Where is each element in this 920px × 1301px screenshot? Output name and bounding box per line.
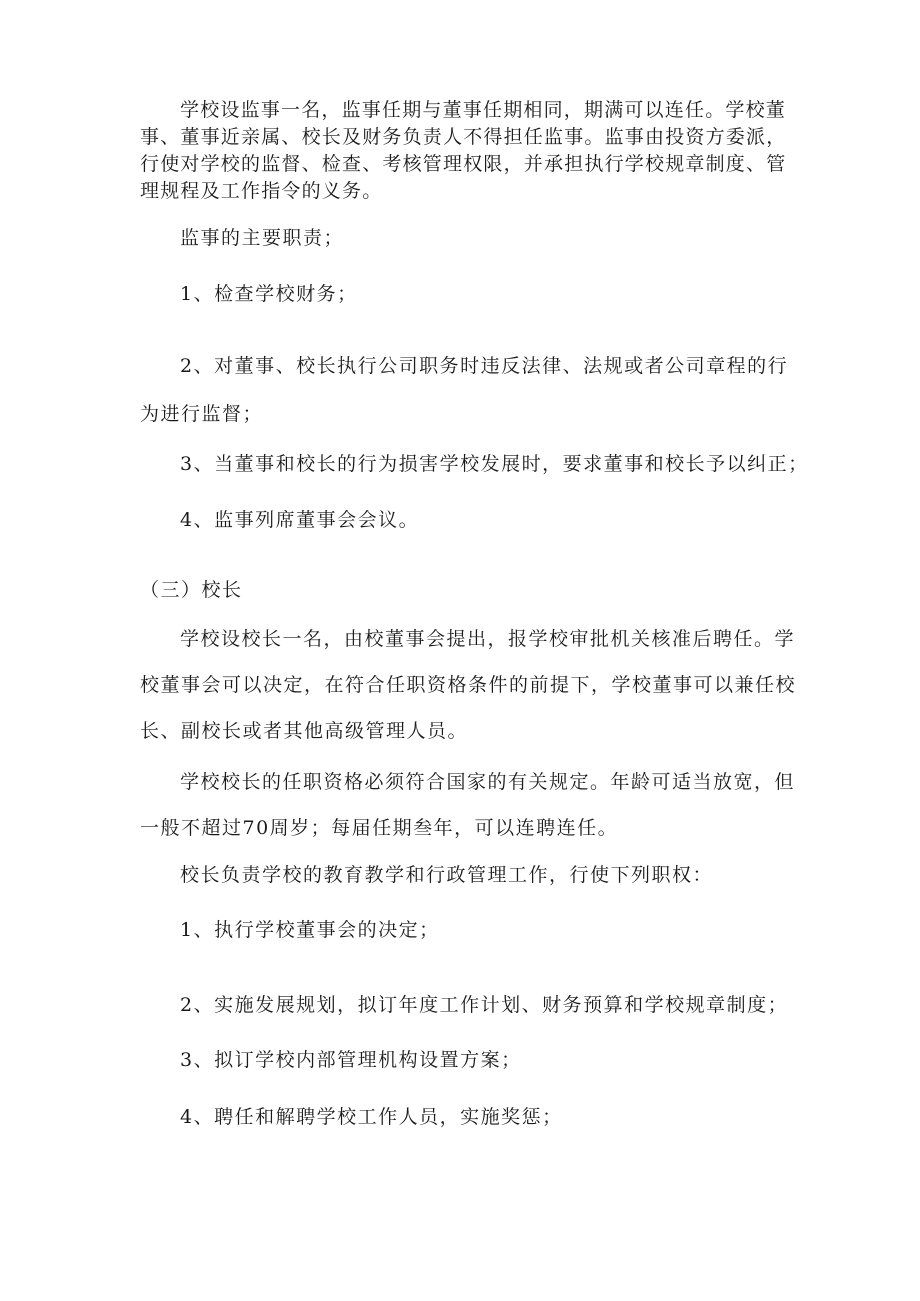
paragraph-line: 学校设校长一名，由校董事会提出，报学校审批机关核准后聘任。学 — [180, 628, 796, 650]
paragraph-line: 学校设监事一名，监事任期与董事任期相同，期满可以连任。学校董 — [180, 99, 787, 121]
list-item: 1、执行学校董事会的决定； — [180, 919, 440, 941]
list-item: 4、监事列席董事会会议。 — [180, 509, 420, 531]
list-item: 1、检查学校财务； — [180, 283, 358, 305]
paragraph-line: 一般不超过70周岁；每届任期叁年，可以连聘连任。 — [140, 817, 619, 839]
paragraph-line: 行使对学校的监督、检查、考核管理权限，并承担执行学校规章制度、管 — [140, 153, 787, 175]
paragraph-line: 理规程及工作指令的义务。 — [140, 180, 383, 202]
paragraph-line: 校董事会可以决定，在符合任职资格条件的前提下，学校董事可以兼任校 — [140, 674, 797, 696]
list-item: 3、拟订学校内部管理机构设置方案； — [180, 1049, 522, 1071]
paragraph-line: 学校校长的任职资格必须符合国家的有关规定。年龄可适当放宽，但 — [180, 771, 796, 793]
list-item: 2、对董事、校长执行公司职务时违反法律、法规或者公司章程的行 — [180, 355, 789, 377]
paragraph-line: 长、副校长或者其他高级管理人员。 — [140, 720, 469, 742]
duties-heading: 监事的主要职责； — [180, 227, 345, 249]
section-heading: （三）校长 — [140, 579, 243, 601]
list-item-continuation: 为进行监督； — [140, 403, 264, 425]
list-item: 4、聘任和解聘学校工作人员，实施奖惩； — [180, 1106, 563, 1128]
duties-heading: 校长负责学校的教育教学和行政管理工作，行使下列职权： — [180, 864, 714, 886]
paragraph-line: 事、董事近亲属、校长及财务负责人不得担任监事。监事由投资方委派， — [140, 126, 787, 148]
list-item: 3、当董事和校长的行为损害学校发展时，要求董事和校长予以纠正； — [180, 453, 809, 475]
list-item: 2、实施发展规划，拟订年度工作计划、财务预算和学校规章制度； — [180, 994, 789, 1016]
